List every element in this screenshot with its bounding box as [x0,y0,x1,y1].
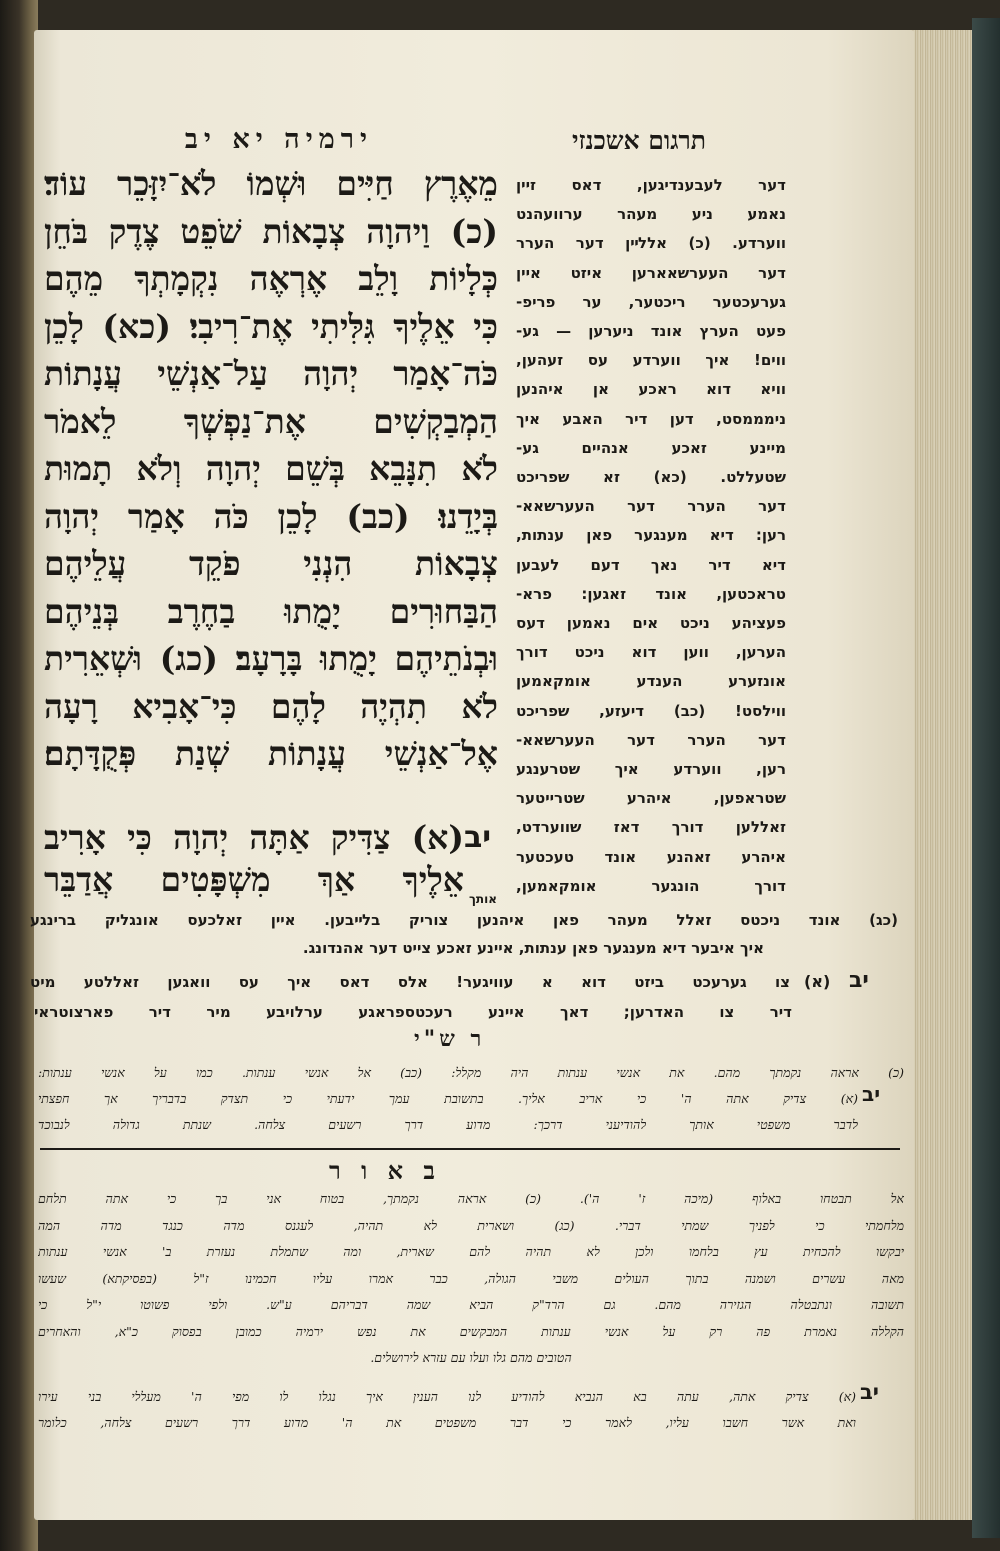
chapter-twelve-line: (א) צַדִּיק אַתָּה יְהוָה כִּי אָרִיב [44,818,464,857]
targum-line: זאללען דורך דאז שווערדט, [516,818,786,837]
hebrew-text-line: לֹא תִנָּבֵא בְּשֵׁם יְהוָה וְלֹא תָמוּת [44,449,498,488]
targum-line: דער הערר דער העערשאא- [516,730,786,749]
targum-line: הערען, ווען דוא ניכט דורך [516,643,786,662]
running-title-targum: תרגום אשכנזי [571,126,707,155]
targum-line: איהרע זאהנע אונד טעכטער [516,847,786,866]
page-edges [906,30,978,1520]
targum-line: נימממסט, דען דיר האבע איך [516,409,786,428]
targum-line: ווילסט! (כב) דיעזע, שפריכט [516,701,786,720]
hebrew-text-line: כִּי אֵלֶיךָ גִּלִּיתִי אֶת־רִיבִי׃ (כא) לָכֵן [44,306,498,346]
rashi-line: (א) צדיק אתה ה' כי אריב אליך. בתשובת עמך ידעתי כי תצדק בדבריך אך חפצתי [38,1091,858,1106]
targum-wide-line: איך איבער דיא מענגער פאן ענתות, איינע זאכע צייט דער אהנדונג. [302,939,764,957]
targum-twelve-line: צו גערעכט ביזט דוא א עוויגער! אלס דאס איך עס וואגען זאללטע מיט [30,973,790,991]
hebrew-text-line: לֹא תִהְיֶה לָהֶם כִּי־אָבִיא רָעָה [44,686,498,726]
rashi-chapter-marker: יב [862,1082,881,1106]
targum-twelve-line: דיר צו האדרען; דאך איינע רעכטספראגע ערלויבע מיר דיר פארצוטראי [34,1003,792,1021]
targum-line: ווים! איך ווערדע עס זעהען, [516,351,786,370]
targum-line: רען: דיא מענגער פאן ענתות, [516,526,786,545]
targum-line: פעציהע ניכט אים נאמען דעס [516,614,786,632]
hebrew-text-line: וּבְנֹתֵיהֶם יָמֻתוּ בָּרָעָב׃ (כג) וּשְׁאֵרִית [44,639,498,678]
targum-line: אונזערע הענדע אומקאמען [516,672,786,691]
biur-line: הטובים מהם גלו ועלו עם עזרא לירושלים. [370,1350,572,1365]
biur-twelve-line: ואת אשר חשבו עליו, לאמר כי דבר משפטים את ה' מדוע דרך רשעים צלחה, כלומר [38,1415,856,1430]
biur-twelve-line: (א) צדיק אתה, עתה בא הנביא להודיע לנו הענין איך נגלו לו מפי ה' מעללי בני עירו [38,1389,856,1404]
biur-line: מלחמתי כי לפניך שמתי דברי. (כג) ושארית לא תהיה, לעגנס מדה כנגד מדה המה [38,1217,904,1233]
targum-line: דיא דיר נאך דעם לעבען [516,555,786,574]
biur-line: יבקשו להכחית עץ בלחמו ולכן לא תהיה להם שארית, ומה שתמלת נעזרת ב' אנשי ענתות [38,1244,904,1259]
book-page [30,30,914,1520]
targum-line: שטעללט. (כא) זא שפריכט [516,468,786,486]
hebrew-text-line: מֵאֶרֶץ חַיִּים וּשְׁמוֹ לֹא־יִזָּכֵר עוֹד׃ [44,164,498,203]
catchword: אותך [469,892,497,906]
targum-chapter-marker: יב [849,968,869,993]
targum-line: דער העערשאארען איזט איין [516,263,786,282]
rashi-title: ר ש"י [414,1026,486,1052]
targum-line: דער הערר דער העערשאא- [516,497,786,516]
book-cover-edge [972,18,1000,1538]
biur-line: תשובה ונתבטלה הגזירה מהם. גם הרד"ק הביא שמה דבריהם ע"ש. ולפי פשוטו י"ל כי [38,1297,904,1312]
targum-verse-marker: (א) [804,972,831,991]
section-divider [40,1148,900,1150]
rashi-line: (כ) אראה נקמתך מהם. את אנשי ענתות היה מקלל: (כב) אל אנשי ענתות. כמו על אנשי ענתות: [38,1065,904,1080]
targum-line: טראכטען, אונד זאגען: פרא- [516,584,786,603]
targum-line: וויא דוא ראכע אן איהנען [516,380,786,399]
biur-line: הקללה נאמרת פה רק על אנשי ענתות המבקשים את נפש ירמיה כמובן בפסוק כ"א, והאחרים [38,1323,904,1339]
chapter-marker: יב [464,820,492,855]
targum-line: שטראפען, איהרע שטרייטער [516,789,786,808]
targum-line: מיינע זאכע אנהיים גע- [516,438,786,457]
targum-line: דורך הונגער אומקאמען, [516,876,786,895]
hebrew-text-line: כֹּה־אָמַר יְהוָה עַל־אַנְשֵׁי עֲנָתוֹת [44,354,498,393]
biur-title: ב א ו ר [329,1156,441,1185]
hebrew-text-line: בְּיָדֵנוּ׃ (כב) לָכֵן כֹּה אָמַר יְהוָה [44,496,498,536]
targum-line: ווערדע. (כ) אללײן דער הערר [516,234,786,253]
targum-line: דער לעבענדיגען, דאס זיין [516,176,786,194]
biur-line: אל תבטחו באלוף (מיכה ז' ה'). (כ) אראה נקמתך, בטוח אני בך כי אתה תלחם [38,1191,904,1206]
targum-wide-line: (כג) אונד ניכטס זאלל מעהר פאן איהנען צוריק בלײבען. איין זאלכעס אונגליק ברינגע [30,911,898,929]
hebrew-text-line: הַבַּחוּרִים יָמֻתוּ בַחֶרֶב בְּנֵיהֶם [44,591,498,631]
targum-line: נאמע ניע מעהר ערוועהנט [516,205,786,224]
hebrew-text-line: (כ) וַיהוָה צְבָאוֹת שֹׁפֵט צֶדֶק בֹּחֵן [44,211,498,251]
targum-line: פעט הערץ אונד ניערען — גע- [516,322,786,340]
hebrew-text-line: כְּלָיוֹת וָלֵב אֶרְאֶה נִקְמָתְךָ מֵהֶם [44,259,498,298]
targum-line: גערעכטער ריכטער, ער פריפ- [516,292,786,311]
hebrew-text-line: אֶל־אַנְשֵׁי עֲנָתוֹת שְׁנַת פְּקֻדָּתָם׃ [44,734,498,773]
running-title-book: ירמיה יא יב [184,124,374,155]
rashi-line: לדבר משפטי אותך להודיעני דרכך: מדוע דרך רשעים צלחה. שנתת גדולה לנבוכד [38,1117,858,1132]
book-binding [0,0,38,1551]
biur-line: מאה עשרים ושמנה בתוך העולים משבי הגולה, כבר אמרו עליו חכמינו ז"ל (בפסיקתא) שעשו [38,1270,904,1286]
targum-line: רען, ווערדע איך שטרענגע [516,760,786,778]
hebrew-text-line: צְבָאוֹת הִנְנִי פֹקֵד עֲלֵיהֶם [44,544,498,583]
hebrew-text-line: הַמְבַקְשִׁים אֶת־נַפְשְׁךָ לֵאמֹר [44,401,498,441]
chapter-twelve-line: אֵלֶיךָ אַךְ מִשְׁפָּטִים אֲדַבֵּר [44,860,464,899]
biur-chapter-marker: יב [860,1380,879,1404]
